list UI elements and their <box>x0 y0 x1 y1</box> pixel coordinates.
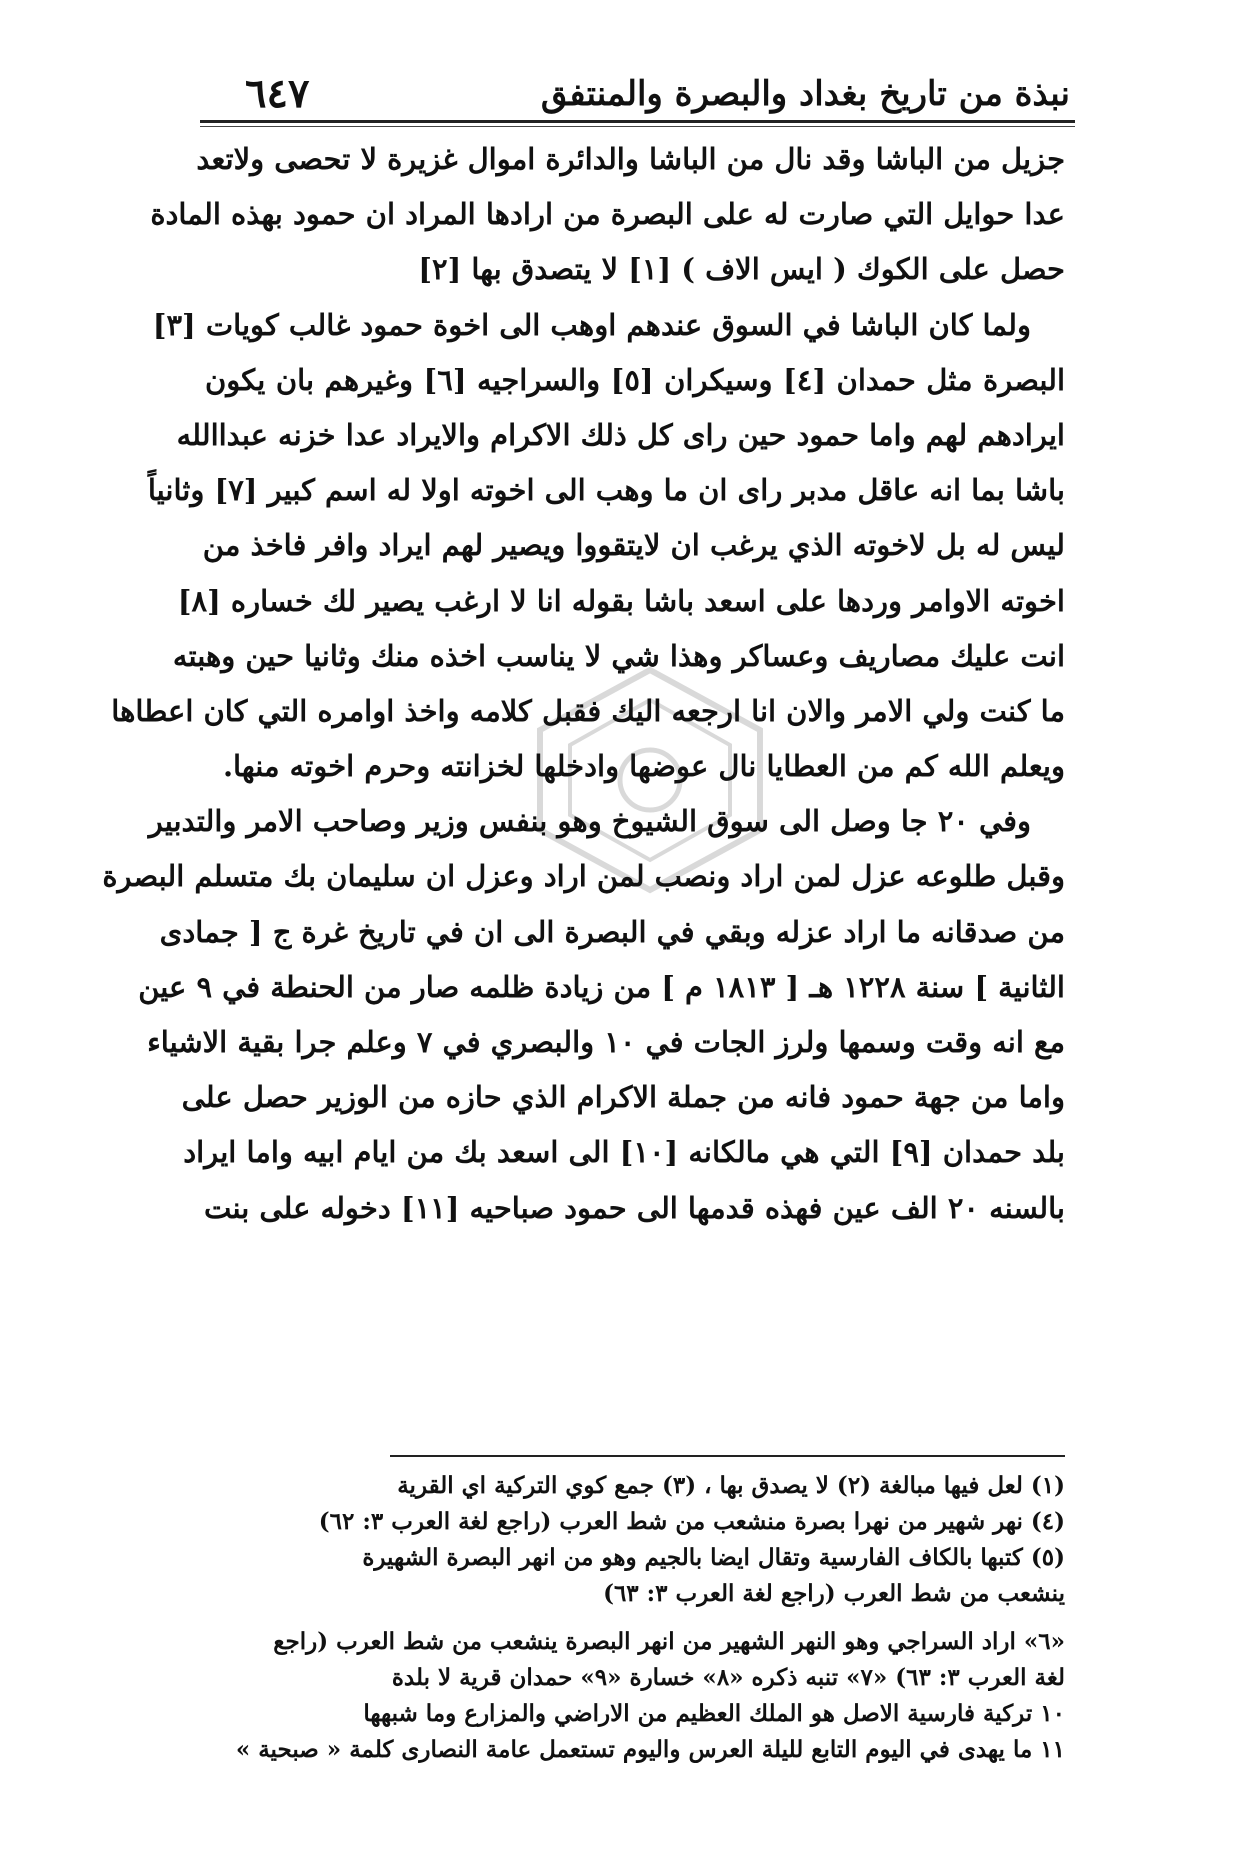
text-line-7: باشا بما انه عاقل مدبر راى ان ما وهب الى اخوته اولا له اسم كبير [٧] وثانياً <box>147 473 1065 508</box>
text-line-10: انت عليك مصاريف وعساكر وهذا شي لا يناسب اخذه منك وثانيا حين وهبته <box>172 638 1065 673</box>
text-line-4: ولما كان الباشا في السوق عندهم اوهب الى اخوة حمود غالب كويات [٣] <box>152 307 1031 342</box>
running-title: نبذة من تاريخ بغداد والبصرة والمنتفق <box>540 74 1070 114</box>
text-line-6: ايرادهم لهم واما حمود حين راى كل ذلك الاكرام والايراد عدا خزنه عبداالله <box>176 417 1065 452</box>
text-line-9: اخوته الاوامر وردها على اسعد باشا بقوله انا لا ارغب يصير لك خساره [٨] <box>177 583 1065 618</box>
text-line-19: بلد حمدان [٩] التي هي مالكانه [١٠] الى اسعد بك من ايام ابيه واما ايراد <box>183 1135 1065 1170</box>
page-number: ٦٤٧ <box>245 70 310 117</box>
text-line-20: بالسنه ٢٠ الف عين فهذه قدمها الى حمود صباحيه [١١] دخوله على بنت <box>203 1190 1065 1225</box>
footnote-line-7: ١٠ تركية فارسية الاصل هو الملك العظيم من الاراضي والمزارع وما شبهها <box>363 1700 1065 1727</box>
text-line-14: وقبل طلوعه عزل لمن اراد ونصب لمن اراد وعزل ان سليمان بك متسلم البصرة <box>102 859 1065 894</box>
footnote-line-8: ١١ ما يهدى في اليوم التابع لليلة العرس واليوم تستعمل عامة النصارى كلمة « صبحية » <box>235 1736 1065 1763</box>
footnote-line-1: (١) لعل فيها مبالغة (٢) لا يصدق بها ، (٣) جمع كوي التركية اي القرية <box>397 1472 1065 1499</box>
text-line-13: وفي ٢٠ جا وصل الى سوق الشيوخ وهو بنفس وزير وصاحب الامر والتدبير <box>148 804 1031 839</box>
text-line-11: ما كنت ولي الامر والان انا ارجعه اليك فقبل كلامه واخذ اوامره التي كان اعطاها <box>111 693 1065 728</box>
text-line-2: عدا حوايل التي صارت له على البصرة من ارادها المراد ان حمود بهذه المادة <box>150 197 1065 232</box>
main-text <box>102 132 1065 1236</box>
text-line-16: الثانية ] سنة ١٢٢٨ هـ [ ١٨١٣ م ] من زيادة ظلمه صار من الحنطة في ٩ عين <box>138 969 1065 1004</box>
text-line-5: البصرة مثل حمدان [٤] وسيكران [٥] والسراجيه [٦] وغيرهم بان يكون <box>205 362 1065 397</box>
footnote-line-3: (٥) كتبها بالكاف الفارسية وتقال ايضا بالجيم وهو من انهر البصرة الشهيرة <box>362 1544 1065 1571</box>
footnote-line-6: لغة العرب ٣: ٦٣) «٧» تنبه ذكره «٨» خسارة «٩» حمدان قرية لا بلدة <box>391 1664 1065 1691</box>
text-line-8: ليس له بل لاخوته الذي يرغب ان لايتقووا ويصير لهم ايراد وافر فاخذ من <box>202 528 1065 563</box>
header-rule-thin <box>200 126 1075 127</box>
header-rule <box>200 120 1075 123</box>
running-header <box>205 70 1070 118</box>
text-line-17: مع انه وقت وسمها ولرز الجات في ١٠ والبصري في ٧ وعلم جرا بقية الاشياء <box>147 1025 1065 1059</box>
text-line-18: واما من جهة حمود فانه من جملة الاكرام الذي حازه من الوزير حصل على <box>181 1080 1065 1115</box>
footnote-line-4: ينشعب من شط العرب (راجع لغة العرب ٣: ٦٣) <box>603 1580 1065 1607</box>
text-line-15: من صدقانه ما اراد عزله وبقي في البصرة الى ان في تاريخ غرة ج [ جمادى <box>159 914 1065 949</box>
text-line-1: جزيل من الباشا وقد نال من الباشا والدائرة اموال غزيرة لا تحصى ولاتعد <box>196 142 1065 176</box>
footnote-line-2: (٤) نهر شهير من نهرا بصرة منشعب من شط العرب (راجع لغة العرب ٣: ٦٢) <box>318 1508 1065 1535</box>
text-line-3: حصل على الكوك ( ايس الاف ) [١] لا يتصدق بها [٢] <box>418 252 1065 287</box>
text-line-12: ويعلم الله كم من العطايا نال عوضها وادخلها لخزانته وحرم اخوته منها. <box>222 749 1065 784</box>
footnote-separator <box>390 1455 1065 1457</box>
footnotes <box>205 1468 1065 1768</box>
footnote-line-5: «٦» اراد السراجي وهو النهر الشهير من انهر البصرة ينشعب من شط العرب (راجع <box>273 1628 1065 1655</box>
